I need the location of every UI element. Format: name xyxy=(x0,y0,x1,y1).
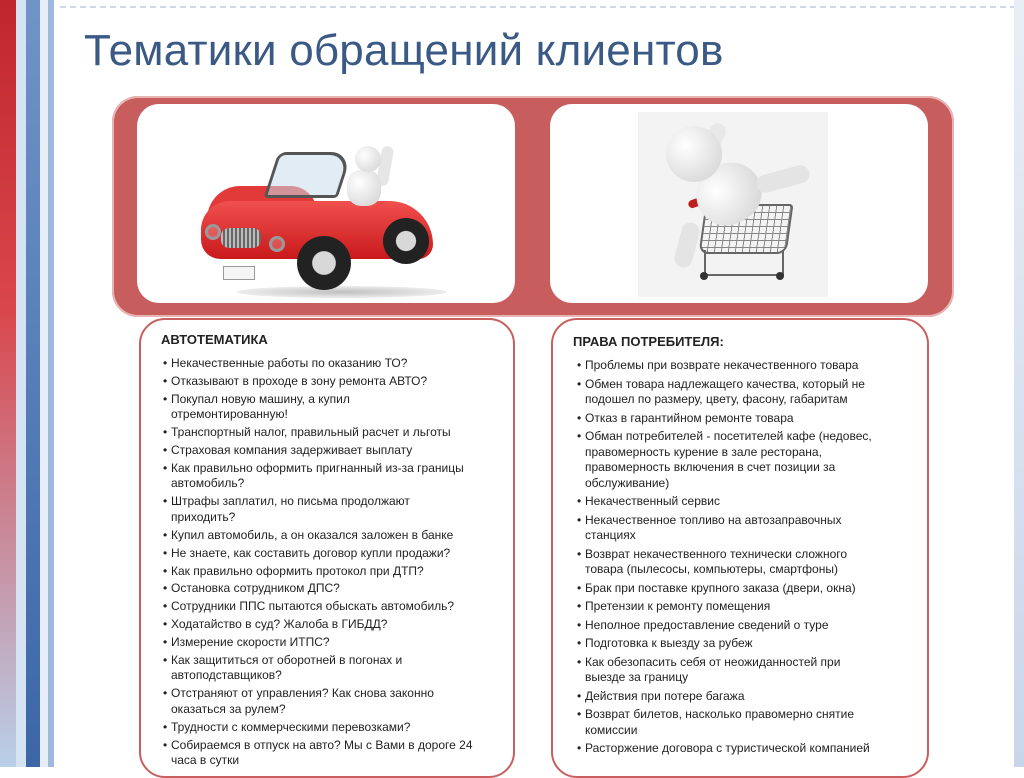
auto-topics-heading: АВТОТЕМАТИКА xyxy=(161,332,268,347)
list-item-text: • Как правильно оформить протокол при ДТП? xyxy=(171,563,424,578)
list-item xyxy=(575,618,919,634)
slide-title: Тематики обращений клиентов xyxy=(84,26,724,75)
list-item-text: • Измерение скорости ИТПС? xyxy=(171,635,330,650)
list-item-text: подошел по размеру, цвету, фасону, габаритам xyxy=(585,392,848,406)
list-item xyxy=(161,599,505,615)
list-item-text: • Претензии к ремонту помещения xyxy=(585,599,771,613)
auto-topics-list xyxy=(161,356,505,771)
consumer-rights-heading: ПРАВА ПОТРЕБИТЕЛЯ: xyxy=(573,334,724,349)
list-item xyxy=(161,443,505,459)
list-item xyxy=(575,358,919,374)
decor-stripe-light xyxy=(16,0,26,767)
list-item xyxy=(161,635,505,651)
list-item-text: • Покупал новую машину, а купил xyxy=(171,391,350,406)
list-item-text: оказаться за рулем? xyxy=(171,701,286,716)
list-item xyxy=(575,689,919,705)
list-item-text: • Расторжение договора с туристической компанией xyxy=(585,741,870,755)
list-item-text: отремонтированную! xyxy=(171,407,288,422)
list-item xyxy=(161,720,505,736)
list-item xyxy=(575,411,919,427)
list-item-text: • Как защититься от оборотней в погонах и xyxy=(171,652,403,667)
list-item xyxy=(161,686,505,717)
list-item-text: • Транспортный налог, правильный расчет и льготы xyxy=(171,425,451,440)
list-item-text: выезде за границу xyxy=(585,670,689,684)
list-item-text: • Подготовка к выезду за рубеж xyxy=(585,636,753,650)
list-item xyxy=(161,617,505,633)
list-item-text: автомобиль? xyxy=(171,476,245,491)
shopping-cart-illustration xyxy=(550,104,928,303)
list-item-text: • Трудности с коммерческими перевозками? xyxy=(171,719,411,734)
list-item xyxy=(575,741,919,757)
list-item-text: • Остановка сотрудником ДПС? xyxy=(171,581,340,596)
list-item xyxy=(161,564,505,580)
list-item-text: • Обман потребителей - посетителей кафе (недовес, xyxy=(585,429,872,443)
list-item-text: • Брак при поставке крупного заказа (двери, окна) xyxy=(585,580,856,595)
car-icon xyxy=(197,146,447,296)
car-illustration xyxy=(137,104,515,303)
list-item-text: • Некачественный сервис xyxy=(585,494,720,508)
list-item-text: станциях xyxy=(585,528,636,542)
decor-right-stripe xyxy=(1014,0,1024,767)
list-item-text: • Некачественное топливо на автозаправочных xyxy=(585,512,842,527)
list-item xyxy=(575,581,919,597)
list-item-text: • Штрафы заплатил, но письма продолжают xyxy=(171,494,410,509)
list-item-text: • Неполное предоставление сведений о туре xyxy=(585,617,829,632)
list-item xyxy=(161,546,505,562)
consumer-rights-card xyxy=(551,318,929,778)
list-item-text: обслуживание) xyxy=(585,475,670,490)
list-item xyxy=(161,581,505,597)
list-item xyxy=(575,707,919,738)
list-item-text: • Страховая компания задерживает выплату xyxy=(171,443,413,458)
list-item-text: часа в сутки xyxy=(171,753,240,768)
list-item-text: • Возврат билетов, насколько правомерно снятие xyxy=(585,707,854,721)
list-item xyxy=(575,547,919,578)
shopping-cart-icon xyxy=(638,112,828,297)
list-item-text: • Отстраняют от управления? Как снова законно xyxy=(171,686,434,701)
list-item-text: • Отказ в гарантийном ремонте товара xyxy=(585,410,794,425)
list-item-text: • Возврат некачественного технически сложного xyxy=(585,546,848,561)
list-item-text: • Сотрудники ППС пытаются обыскать автомобиль? xyxy=(171,599,455,614)
decor-stripe-red xyxy=(0,0,16,767)
list-item xyxy=(575,494,919,510)
list-item xyxy=(161,356,505,372)
list-item xyxy=(575,636,919,652)
list-item-text: товара (пылесосы, компьютеры, смартфоны) xyxy=(585,562,838,576)
auto-topics-card xyxy=(139,318,515,778)
list-item xyxy=(575,377,919,408)
list-item-text: • Ходатайство в суд? Жалоба в ГИБДД? xyxy=(171,617,388,632)
list-item xyxy=(575,429,919,491)
list-item xyxy=(161,374,505,390)
list-item xyxy=(161,425,505,441)
list-item xyxy=(575,599,919,615)
list-item-text: • Некачественные работы по оказанию ТО? xyxy=(171,356,408,370)
list-item-text: • Не знаете, как составить договор купли продажи? xyxy=(171,545,451,560)
list-item-text: • Действия при потере багажа xyxy=(585,688,745,703)
list-item xyxy=(575,655,919,686)
list-item-text: • Проблемы при возврате некачественного товара xyxy=(585,358,859,372)
list-item xyxy=(161,528,505,544)
list-item xyxy=(161,392,505,423)
list-item-text: комиссии xyxy=(585,722,638,737)
list-item-text: приходить? xyxy=(171,509,236,524)
decor-stripe-mid xyxy=(48,0,54,767)
list-item-text: • Купил автомобиль, а он оказался заложен в банке xyxy=(171,527,454,542)
list-item-text: • Обмен товара надлежащего качества, который не xyxy=(585,376,865,391)
list-item-text: • Как обезопасить себя от неожиданностей при xyxy=(585,654,841,669)
list-item xyxy=(161,738,505,769)
consumer-rights-list xyxy=(575,358,919,760)
list-item-text: автоподставщиков? xyxy=(171,668,282,683)
list-item-text: • Как правильно оформить пригнанный из-за границы xyxy=(171,460,464,475)
list-item-text: • Собираемся в отпуск на авто? Мы с Вами в дороге 24 xyxy=(171,737,473,752)
decor-top-line xyxy=(60,6,1024,8)
list-item xyxy=(575,513,919,544)
decor-stripe-blue xyxy=(26,0,40,767)
list-item xyxy=(161,494,505,525)
list-item-text: • Отказывают в проходе в зону ремонта АВТО? xyxy=(171,373,428,388)
list-item xyxy=(161,461,505,492)
list-item xyxy=(161,653,505,684)
decor-stripe-pale xyxy=(40,0,48,767)
list-item-text: правомерность курение в зале ресторана, xyxy=(585,444,822,459)
list-item-text: правомерность включения в счет позиции за xyxy=(585,460,836,474)
